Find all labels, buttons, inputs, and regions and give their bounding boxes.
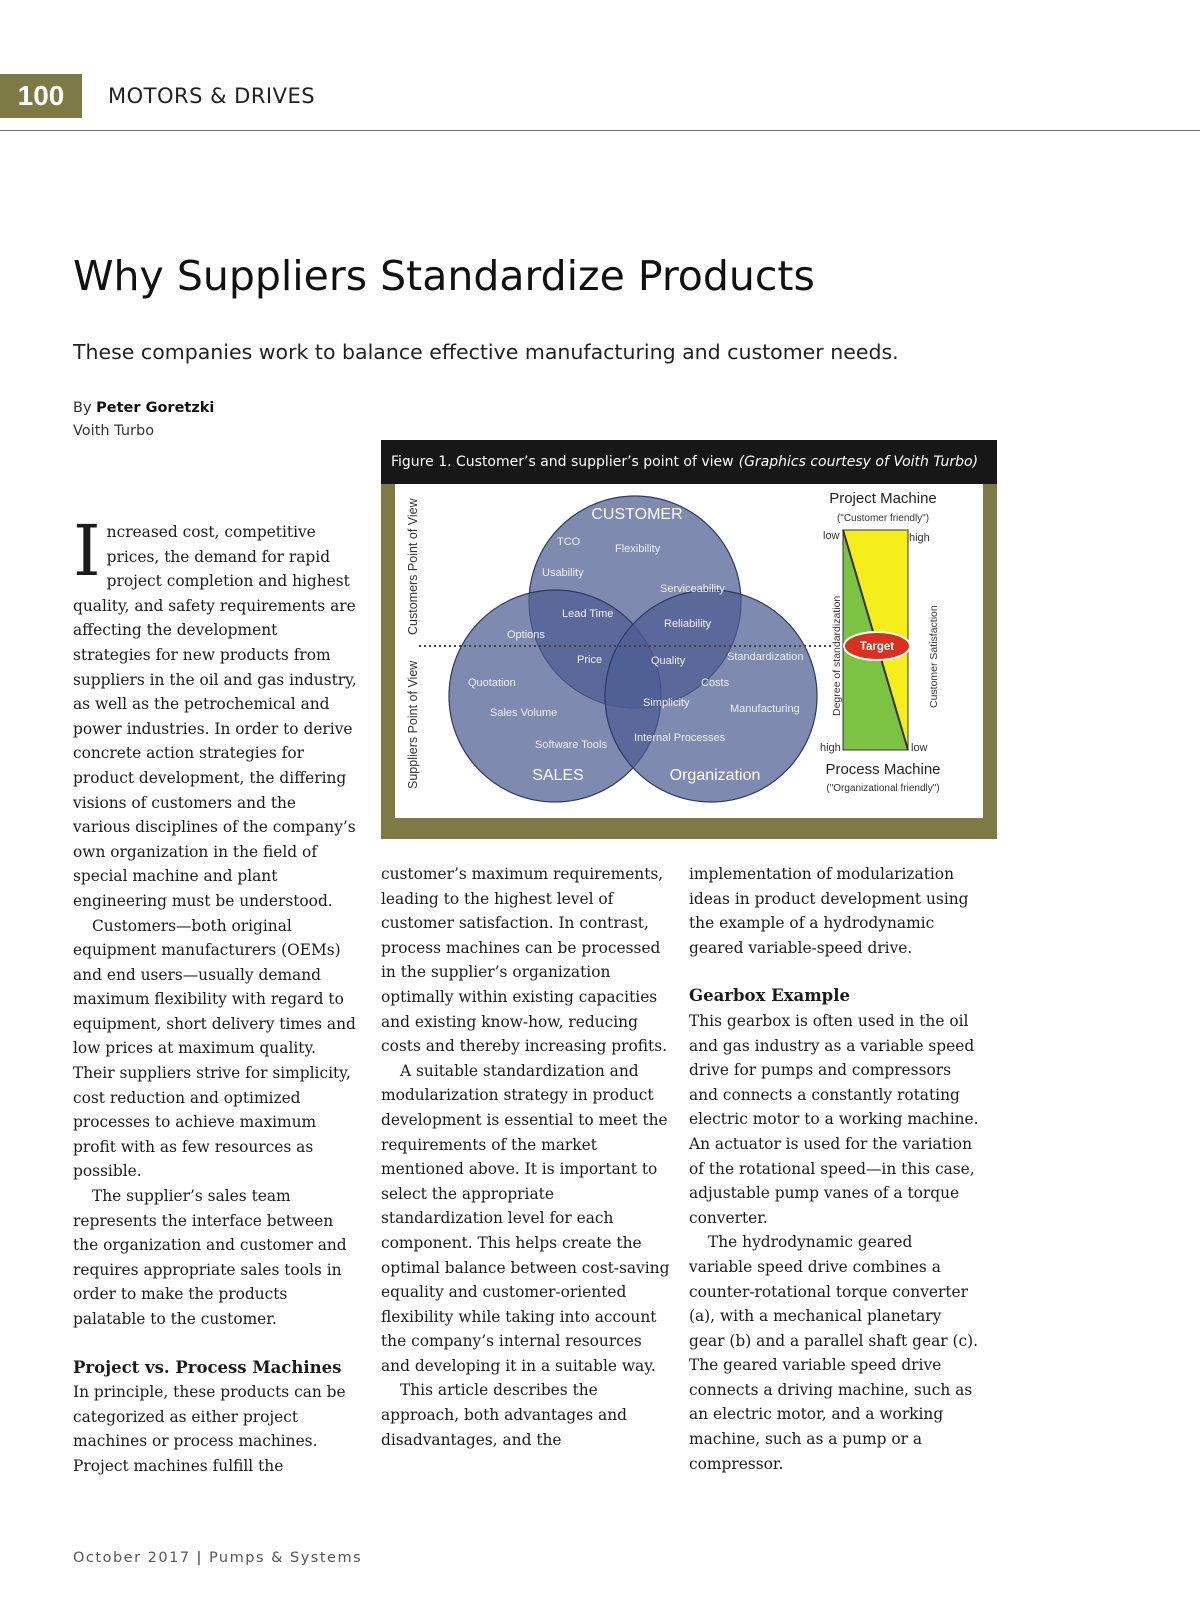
article-title: Why Suppliers Standardize Products — [73, 252, 815, 300]
header-rule — [0, 130, 1200, 131]
suppliers-pov-label: Suppliers Point of View — [406, 660, 420, 789]
figure-credit: (Graphics courtesy of Voith Turbo) — [738, 454, 979, 470]
term-serviceability: Serviceability — [660, 583, 725, 595]
footer-date: October 2017 — [73, 1550, 191, 1566]
footer-publication: Pumps & Systems — [208, 1550, 363, 1566]
section-label: MOTORS & DRIVES — [108, 84, 316, 108]
paragraph: This article describes the approach, both advantages and disadvantages, and the — [381, 1381, 627, 1449]
term-flexibility: Flexibility — [615, 543, 661, 555]
footer-separator: | — [196, 1550, 203, 1566]
paragraph-text: ncreased cost, competitive prices, the demand for rapid project completion and highest quality, and safety requirements are affecting the development strategies for new products from suppliers in the oil and gas industry, as well as the petrochemical and power industries. In order to derive concrete action strategies for product development, the differing visions of customers and the various disciplines of the company’s own organization in the field of special machine and plant engineering must be understood. — [73, 523, 357, 910]
term-quotation: Quotation — [468, 677, 516, 689]
term-usability: Usability — [542, 567, 584, 579]
paragraph: A suitable standardization and modularization strategy in product development is essential to meet the requirements of the market mentioned above. It is important to select the appropriate standardization level for each component. This helps create the optimal balance between cost-saving equality and customer-oriented flexibility while taking into account the company’s internal resources and developing it in a suitable way. — [381, 1061, 670, 1375]
article-deck: These companies work to balance effective manufacturing and customer needs. — [73, 340, 899, 364]
subheading-gearbox-example: Gearbox Example — [689, 986, 850, 1006]
term-standardization: Standardization — [727, 651, 804, 663]
paragraph: The supplier’s sales team represents the interface between the organization and customer and requires appropriate sales tools in order to make the products palatable to the customer. — [73, 1187, 347, 1328]
page-footer — [73, 1550, 362, 1566]
term-price: Price — [577, 654, 603, 666]
customer-satisfaction-label: Customer Satisfaction — [928, 605, 940, 708]
byline — [73, 400, 214, 416]
customers-pov-label: Customers Point of View — [406, 498, 420, 635]
target-label: Target — [859, 641, 895, 653]
paragraph: This gearbox is often used in the oil and gas industry as a variable speed drive for pumps and compressors and connects a constantly rotating electric motor to a working machine. An actuator is used for the variation of the rotational speed—in this case, adjustable pump vanes of a torque converter. — [689, 1011, 979, 1227]
column-2 — [381, 862, 671, 1452]
term-tco: TCO — [557, 536, 581, 548]
byline-prefix: By — [73, 400, 92, 416]
figure-caption — [381, 440, 997, 484]
organization-circle-title: Organization — [669, 767, 761, 784]
scale-low-top: low — [823, 530, 840, 542]
term-quality: Quality — [651, 655, 686, 667]
term-options: Options — [507, 629, 545, 641]
scale-low-bottom: low — [911, 742, 928, 754]
term-internal-processes: Internal Processes — [634, 732, 726, 744]
paragraph: Customers—both original equipment manufacturers (OEMs) and end users—usually demand maximum flexibility with regard to equipment, short delivery times and low prices at maximum quality. Their suppliers strive for simplicity, cost reduction and optimized processes to achieve maximum profit with as few resources as possible. — [73, 916, 356, 1181]
author-name: Peter Goretzki — [96, 400, 215, 416]
project-machine-title: Project Machine — [829, 490, 937, 507]
scale-high-top: high — [909, 532, 930, 544]
paragraph: In principle, these products can be categorized as either project machines or process machines. Project machines fulfill the — [73, 1383, 346, 1475]
page-number: 100 — [0, 74, 82, 118]
paragraph — [73, 510, 358, 914]
author-affiliation: Voith Turbo — [73, 423, 155, 439]
customer-circle-title: CUSTOMER — [591, 506, 683, 523]
drop-cap: I — [73, 510, 101, 592]
term-sales-volume: Sales Volume — [490, 707, 558, 719]
paragraph: customer’s maximum requirements, leading to the highest level of customer satisfaction. In contrast, process machines can be processed in the supplier’s organization optimally within existing capacities and existing know-how, reducing costs and thereby increasing profits. — [381, 865, 667, 1056]
term-costs: Costs — [701, 677, 730, 689]
paragraph: The hydrodynamic geared variable speed drive combines a counter-rotational torque converter (a), with a mechanical planetary gear (b) and a parallel shaft gear (c). The geared variable speed drive connects a driving machine, such as an electric motor, and a working machine, such as a pump or a compressor. — [689, 1233, 979, 1473]
term-software-tools: Software Tools — [535, 739, 607, 751]
term-manufacturing: Manufacturing — [730, 703, 800, 715]
process-machine-title: Process Machine — [825, 761, 941, 778]
figure-caption-text: Figure 1. Customer’s and supplier’s point of view — [391, 454, 734, 470]
scale-high-bottom: high — [820, 742, 841, 754]
project-machine-subtitle: ("Customer friendly") — [836, 513, 930, 524]
process-machine-subtitle: ("Organizational friendly") — [826, 783, 940, 794]
sales-circle-title: SALES — [532, 767, 584, 784]
column-3 — [689, 862, 979, 1476]
term-lead-time: Lead Time — [562, 608, 614, 620]
column-1 — [73, 510, 358, 1479]
venn-figure — [395, 484, 983, 818]
paragraph: implementation of modularization ideas in product development using the example of a hydrodynamic geared variable-speed drive. — [689, 865, 969, 957]
term-simplicity: Simplicity — [643, 697, 690, 709]
degree-of-standardization-label: Degree of standardization — [831, 595, 843, 716]
term-reliability: Reliability — [664, 618, 712, 630]
subheading-project-vs-process: Project vs. Process Machines — [73, 1357, 342, 1377]
